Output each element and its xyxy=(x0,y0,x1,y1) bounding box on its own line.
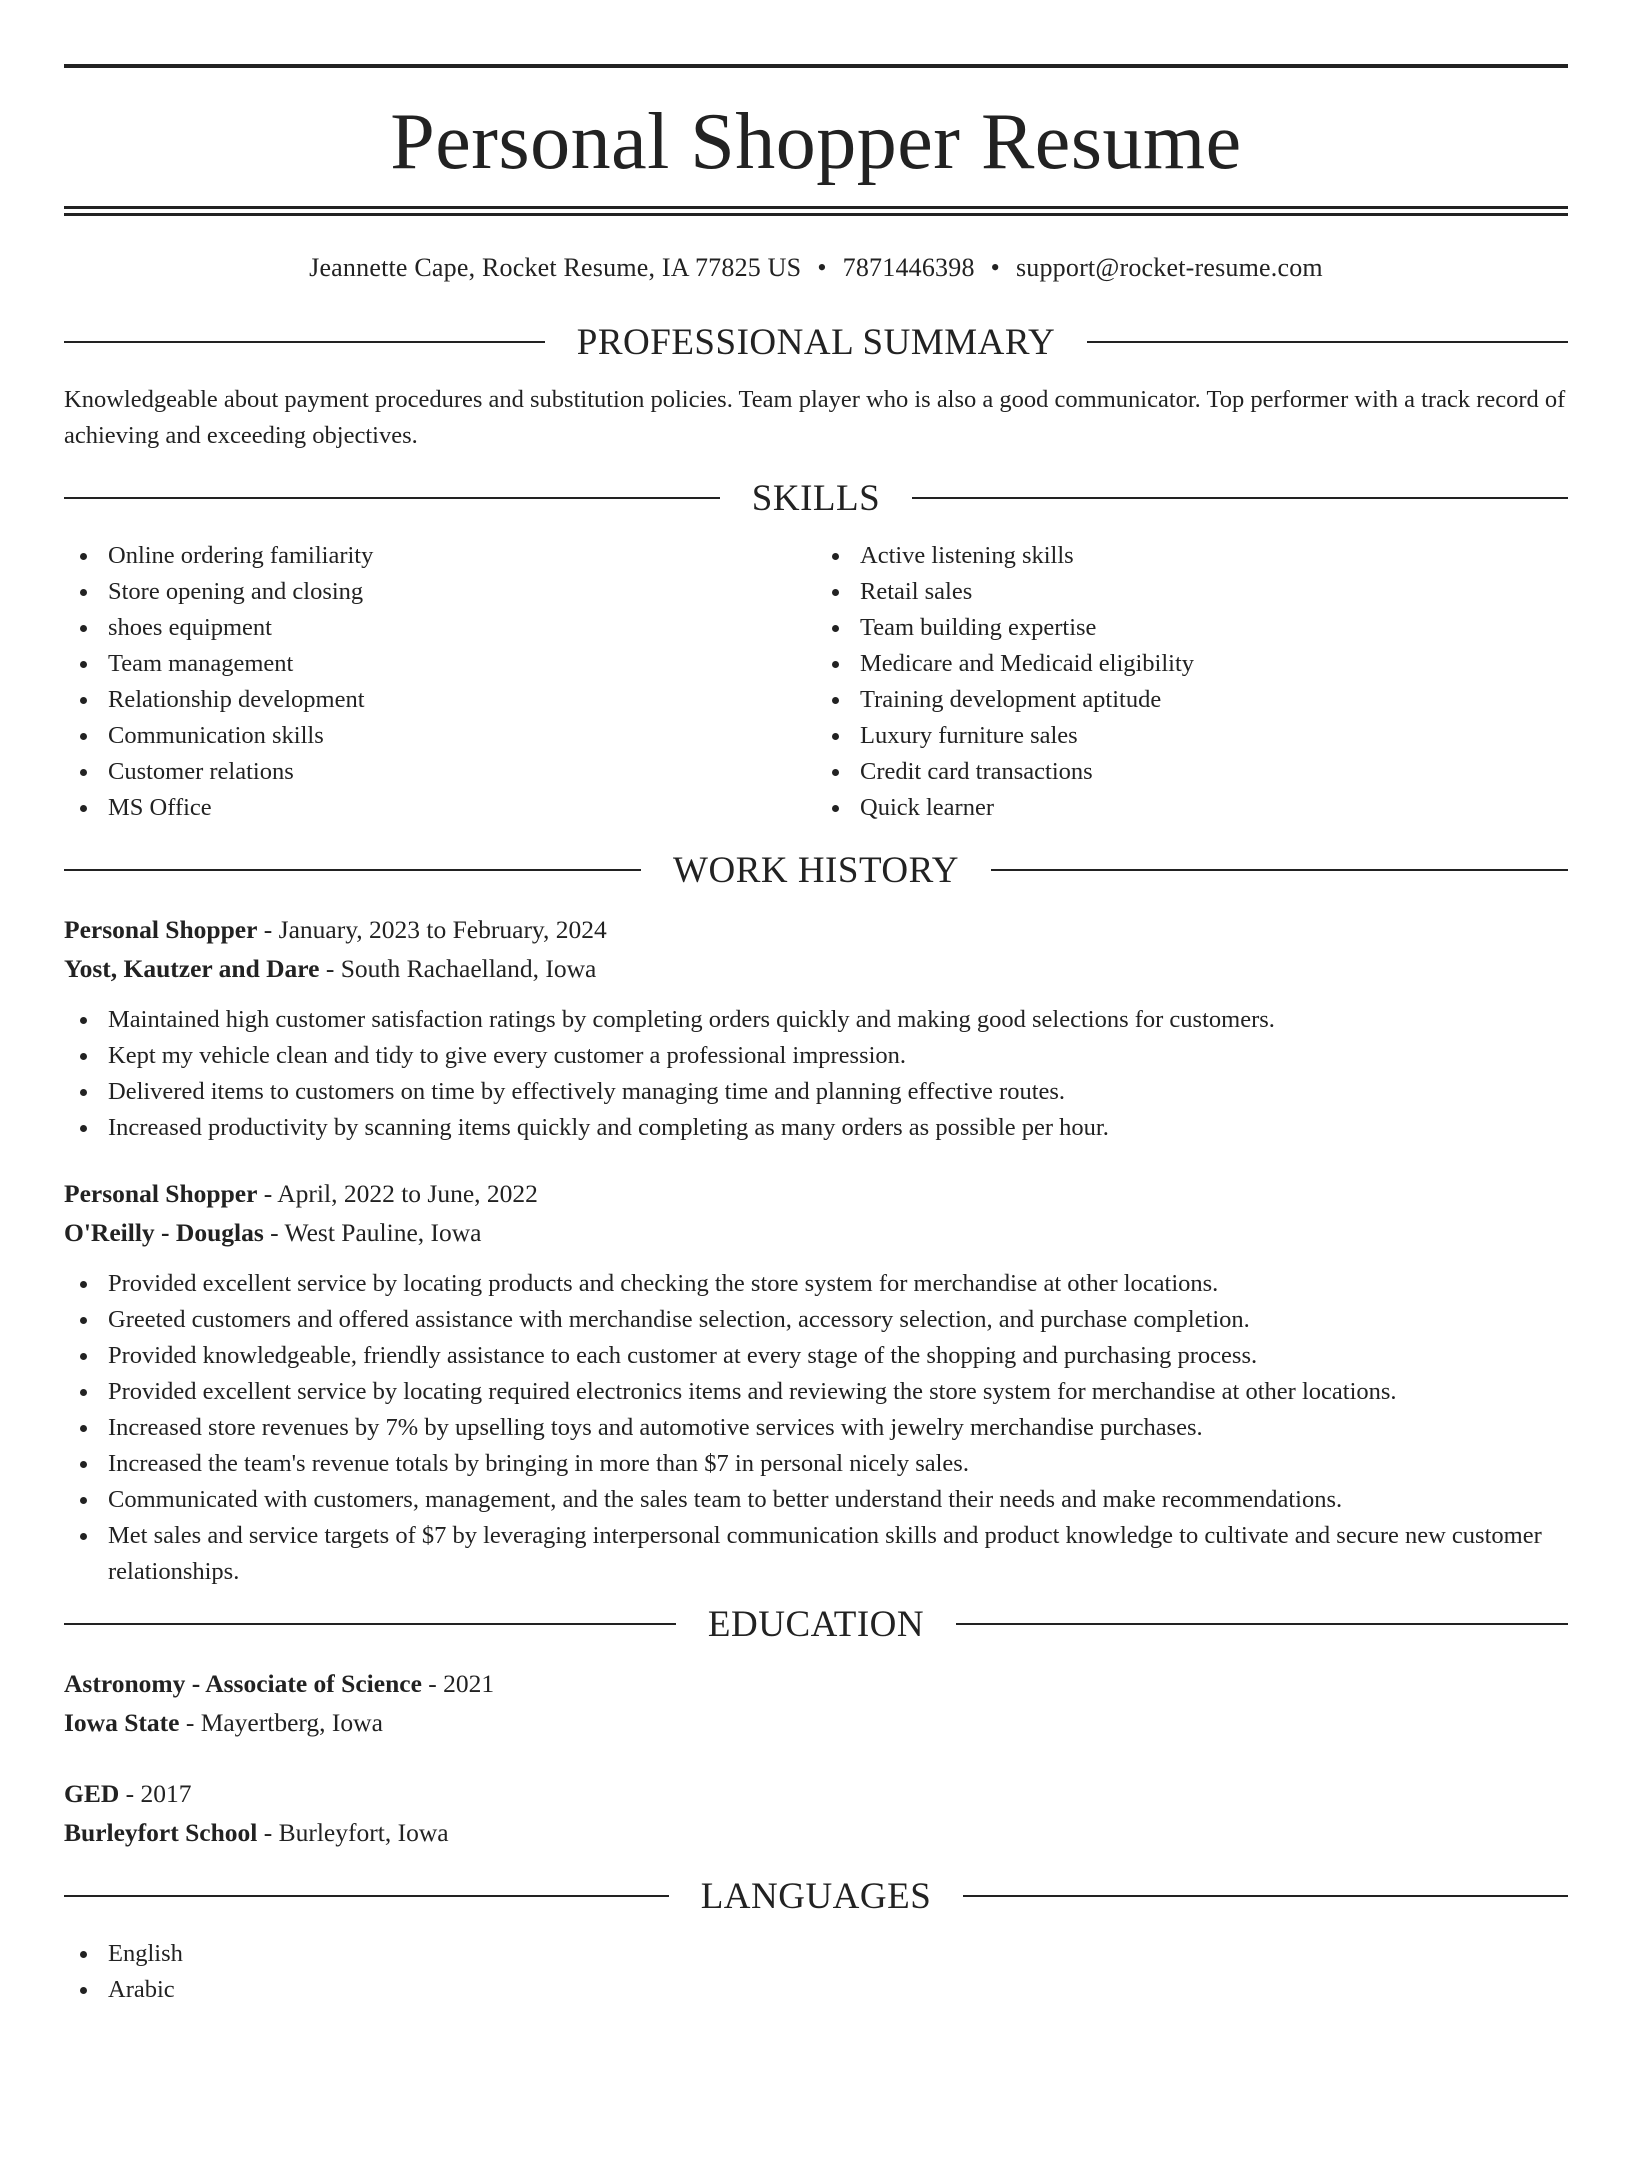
job-title: Personal Shopper xyxy=(64,915,258,944)
languages-heading-label: LANGUAGES xyxy=(700,1875,932,1917)
heading-rule xyxy=(64,1895,669,1897)
job-title: Personal Shopper xyxy=(64,1179,258,1208)
job-bullet: Delivered items to customers on time by effectively managing time and planning effective routes. xyxy=(64,1074,1568,1110)
job-company-line xyxy=(64,1213,1568,1252)
job-bullet: Communicated with customers, management, and the sales team to better understand their needs and make recommendations. xyxy=(64,1482,1568,1518)
skill-item: Online ordering familiarity xyxy=(64,538,816,574)
education-entry xyxy=(64,1664,1568,1742)
skill-item: Active listening skills xyxy=(816,538,1568,574)
summary-section-heading xyxy=(64,320,1568,364)
education-degree: Astronomy - Associate of Science xyxy=(64,1669,422,1698)
education-school: Burleyfort School xyxy=(64,1818,258,1847)
skills-section-heading xyxy=(64,476,1568,520)
job-entry xyxy=(64,910,1568,1146)
skill-item: Relationship development xyxy=(64,682,816,718)
skill-item: Credit card transactions xyxy=(816,754,1568,790)
job-bullet: Increased productivity by scanning items quickly and completing as many orders as possible per hour. xyxy=(64,1110,1568,1146)
skill-item: Quick learner xyxy=(816,790,1568,826)
job-bullet: Kept my vehicle clean and tidy to give every customer a professional impression. xyxy=(64,1038,1568,1074)
education-school-line xyxy=(64,1703,1568,1742)
skill-item: Luxury furniture sales xyxy=(816,718,1568,754)
heading-rule xyxy=(64,341,545,343)
job-bullet: Provided excellent service by locating products and checking the store system for merchandise at other locations. xyxy=(64,1266,1568,1302)
contact-line xyxy=(64,248,1568,288)
heading-rule xyxy=(64,497,720,499)
heading-rule xyxy=(956,1623,1568,1625)
job-bullet: Maintained high customer satisfaction ratings by completing orders quickly and making good selections for customers. xyxy=(64,1002,1568,1038)
job-dates: - April, 2022 to June, 2022 xyxy=(257,1179,538,1208)
skills-list-left xyxy=(64,538,816,826)
work-section-heading xyxy=(64,848,1568,892)
education-degree-line xyxy=(64,1774,1568,1813)
heading-rule xyxy=(912,497,1568,499)
languages-list xyxy=(64,1936,1568,2008)
education-section-heading xyxy=(64,1602,1568,1646)
heading-rule xyxy=(963,1895,1568,1897)
job-bullets xyxy=(64,1002,1568,1146)
contact-separator: • xyxy=(990,253,1000,282)
skill-item: Retail sales xyxy=(816,574,1568,610)
skills-heading-label: SKILLS xyxy=(751,477,881,519)
languages-section-heading xyxy=(64,1874,1568,1918)
education-year: - 2021 xyxy=(421,1669,495,1698)
education-school: Iowa State xyxy=(64,1708,180,1737)
job-entry xyxy=(64,1174,1568,1590)
summary-paragraph: Knowledgeable about payment procedures and substitution policies. Team player who is also a good communicator. Top performer with a track record of achieving and exceeding objectives. xyxy=(64,386,1566,449)
job-company: O'Reilly - Douglas xyxy=(64,1218,264,1247)
education-location: - Burleyfort, Iowa xyxy=(257,1818,449,1847)
skill-item: Customer relations xyxy=(64,754,816,790)
education-entry xyxy=(64,1774,1568,1852)
job-title-line xyxy=(64,1174,1568,1213)
page-title: Personal Shopper Resume xyxy=(390,98,1242,186)
language-item: Arabic xyxy=(64,1972,1568,2008)
skills-list-right xyxy=(816,538,1568,826)
contact-separator: • xyxy=(817,253,827,282)
job-bullet: Provided excellent service by locating required electronics items and reviewing the store system for merchandise at other locations. xyxy=(64,1374,1568,1410)
skill-item: Team building expertise xyxy=(816,610,1568,646)
resume-page xyxy=(0,64,1632,2176)
skill-item: MS Office xyxy=(64,790,816,826)
title-double-rule xyxy=(64,206,1568,216)
skills-grid xyxy=(64,538,1568,826)
contact-phone: 7871446398 xyxy=(842,253,975,282)
skill-item: Store opening and closing xyxy=(64,574,816,610)
work-heading-label: WORK HISTORY xyxy=(673,849,959,891)
contact-address: Jeannette Cape, Rocket Resume, IA 77825 US xyxy=(309,253,802,282)
education-school-line xyxy=(64,1813,1568,1852)
summary-heading-label: PROFESSIONAL SUMMARY xyxy=(576,321,1056,363)
job-title-line xyxy=(64,910,1568,949)
education-degree-line xyxy=(64,1664,1568,1703)
skill-item: Team management xyxy=(64,646,816,682)
skill-item: shoes equipment xyxy=(64,610,816,646)
education-degree: GED xyxy=(64,1779,120,1808)
job-location: - South Rachaelland, Iowa xyxy=(319,954,597,983)
skill-item: Medicare and Medicaid eligibility xyxy=(816,646,1568,682)
heading-rule xyxy=(64,869,641,871)
job-bullet: Met sales and service targets of $7 by leveraging interpersonal communication skills and product knowledge to cultivate and secure new customer relationships. xyxy=(64,1518,1568,1590)
skill-item: Communication skills xyxy=(64,718,816,754)
education-heading-label: EDUCATION xyxy=(707,1603,925,1645)
heading-rule xyxy=(991,869,1568,871)
skill-item: Training development aptitude xyxy=(816,682,1568,718)
job-bullet: Increased the team's revenue totals by bringing in more than $7 in personal nicely sales. xyxy=(64,1446,1568,1482)
job-company-line xyxy=(64,949,1568,988)
heading-rule xyxy=(64,1623,676,1625)
job-dates: - January, 2023 to February, 2024 xyxy=(257,915,607,944)
job-bullet: Increased store revenues by 7% by upselling toys and automotive services with jewelry merchandise purchases. xyxy=(64,1410,1568,1446)
heading-rule xyxy=(1087,341,1568,343)
job-bullet: Provided knowledgeable, friendly assistance to each customer at every stage of the shopping and purchasing process. xyxy=(64,1338,1568,1374)
language-item: English xyxy=(64,1936,1568,1972)
job-company: Yost, Kautzer and Dare xyxy=(64,954,320,983)
job-bullets xyxy=(64,1266,1568,1590)
job-location: - West Pauline, Iowa xyxy=(263,1218,482,1247)
job-bullet: Greeted customers and offered assistance with merchandise selection, accessory selection, and purchase completion. xyxy=(64,1302,1568,1338)
education-location: - Mayertberg, Iowa xyxy=(179,1708,383,1737)
education-year: - 2017 xyxy=(119,1779,192,1808)
contact-email: support@rocket-resume.com xyxy=(1015,253,1323,282)
